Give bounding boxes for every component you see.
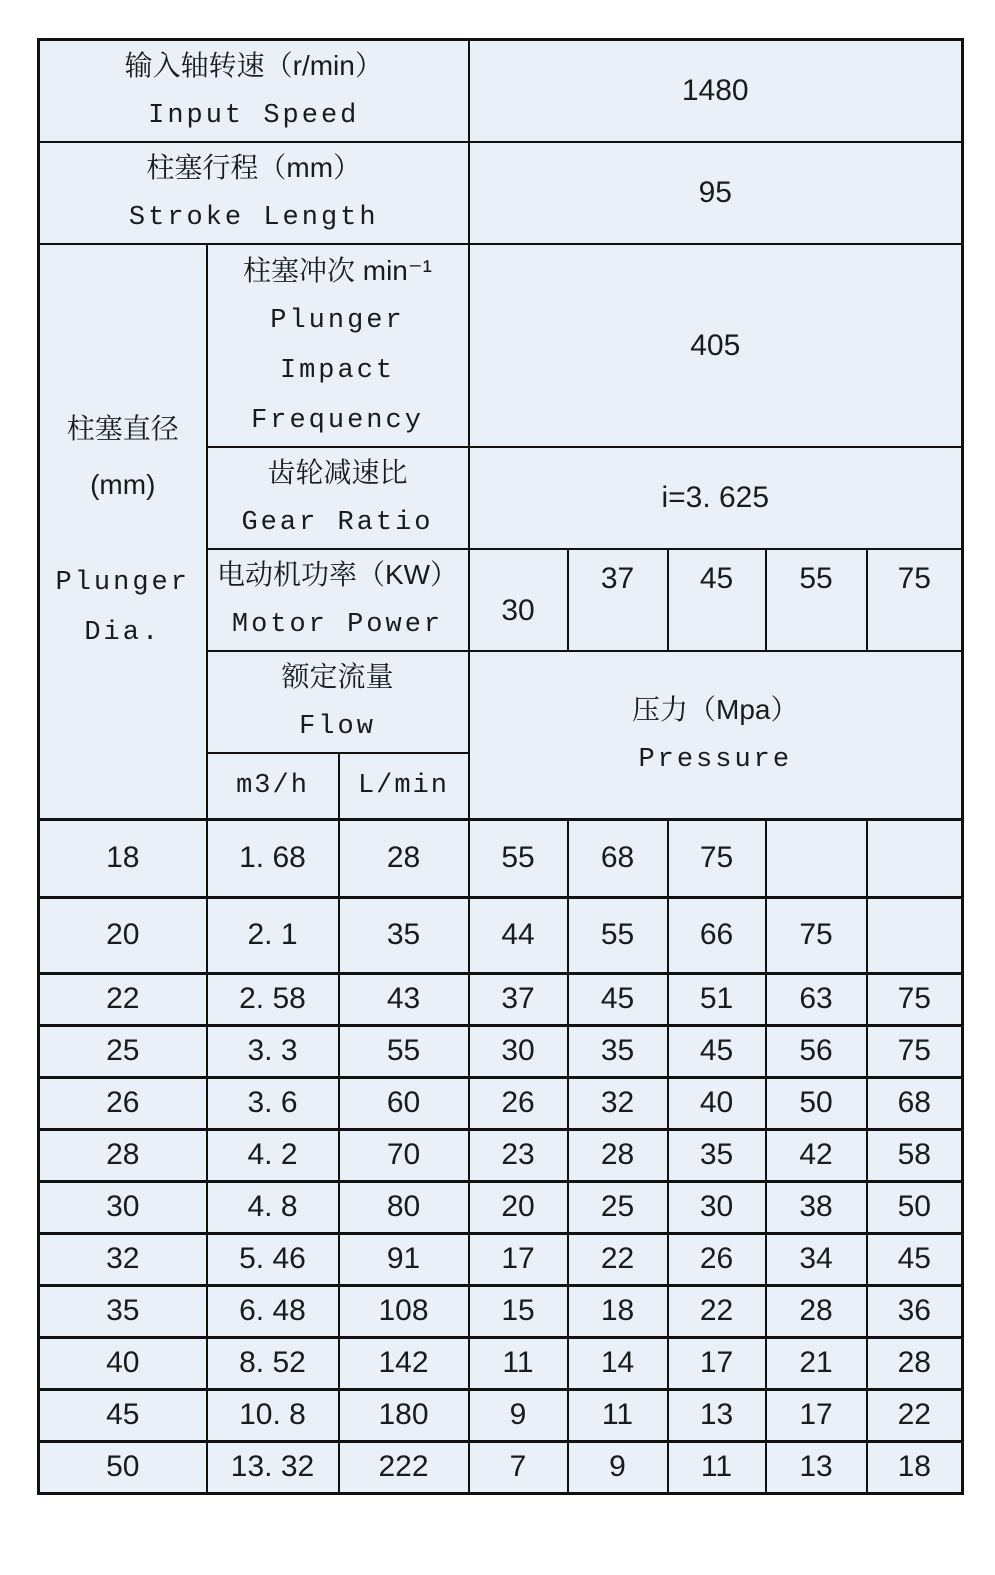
pressure-cell: 11 [668,1441,766,1493]
pressure-cell: 17 [469,1233,568,1285]
pressure-cell: 35 [668,1129,766,1181]
data-row [39,1233,963,1285]
flow-label-en: Flow [299,712,376,742]
flow-lmin-cell: 35 [339,897,469,973]
pressure-label-zh: 压力（Mpa） [632,693,799,725]
flow-m3h-cell: 5. 46 [207,1233,339,1285]
plunger-dia-cell: 40 [39,1337,207,1389]
flow-lmin-cell: 91 [339,1233,469,1285]
flow-lmin-cell: 108 [339,1285,469,1337]
pressure-cell: 17 [766,1389,867,1441]
flow-lmin-cell: 222 [339,1441,469,1493]
pressure-cell: 30 [668,1181,766,1233]
data-row [39,819,963,897]
pressure-cell: 44 [469,897,568,973]
flow-m3h-cell: 8. 52 [207,1337,339,1389]
pressure-cell: 51 [668,973,766,1025]
pressure-cell: 22 [867,1389,963,1441]
data-row [39,1077,963,1129]
pressure-cell: 9 [469,1389,568,1441]
pressure-cell: 45 [568,973,668,1025]
data-row [39,1129,963,1181]
flow-label-cell [207,651,469,753]
pressure-cell: 75 [766,897,867,973]
pressure-cell [867,897,963,973]
spec-header-section [39,40,963,820]
pressure-cell: 7 [469,1441,568,1493]
flow-lmin-cell: 43 [339,973,469,1025]
impact-frequency-label-cell [207,244,469,447]
plunger-dia-cell: 28 [39,1129,207,1181]
data-row [39,1337,963,1389]
pressure-cell: 40 [668,1077,766,1129]
pressure-cell: 28 [867,1337,963,1389]
plunger-dia-cell: 20 [39,897,207,973]
data-row [39,1389,963,1441]
data-row [39,1181,963,1233]
flow-m3h-cell: 4. 8 [207,1181,339,1233]
plunger-dia-label-unit: (mm) [90,469,156,501]
plunger-dia-cell: 50 [39,1441,207,1493]
pressure-cell: 55 [568,897,668,973]
pressure-cell: 75 [668,819,766,897]
row-input-speed [39,40,963,143]
plunger-dia-cell: 32 [39,1233,207,1285]
pressure-cell: 42 [766,1129,867,1181]
flow-unit-lmin-cell: L/min [339,753,469,819]
plunger-dia-label-en2: Dia. [84,618,162,649]
data-row [39,973,963,1025]
gear-ratio-label-zh: 齿轮减速比 [267,457,408,488]
pressure-cell: 11 [469,1337,568,1389]
plunger-dia-cell: 18 [39,819,207,897]
pressure-label-cell [469,651,963,819]
pressure-cell: 34 [766,1233,867,1285]
flow-lmin-cell: 55 [339,1025,469,1077]
flow-m3h-cell: 2. 1 [207,897,339,973]
pressure-cell: 55 [469,819,568,897]
pressure-cell: 28 [568,1129,668,1181]
flow-m3h-cell: 10. 8 [207,1389,339,1441]
flow-lmin-cell: 142 [339,1337,469,1389]
flow-lmin-cell: 70 [339,1129,469,1181]
flow-m3h-cell: 13. 32 [207,1441,339,1493]
pressure-cell [867,819,963,897]
pressure-cell: 23 [469,1129,568,1181]
pressure-cell: 13 [766,1441,867,1493]
plunger-dia-cell: 22 [39,973,207,1025]
motor-power-label-cell [207,549,469,651]
pressure-cell: 75 [867,1025,963,1077]
pressure-cell: 11 [568,1389,668,1441]
plunger-dia-cell: 30 [39,1181,207,1233]
pressure-cell: 45 [867,1233,963,1285]
pressure-cell: 18 [568,1285,668,1337]
flow-m3h-cell: 1. 68 [207,819,339,897]
pressure-cell: 20 [469,1181,568,1233]
pressure-cell: 26 [668,1233,766,1285]
pressure-cell: 68 [568,819,668,897]
pressure-cell: 38 [766,1181,867,1233]
flow-label-zh: 额定流量 [281,661,394,692]
motor-power-value-cell: 37 [568,549,668,651]
plunger-dia-label-en1: Plunger [55,568,190,599]
flow-lmin-cell: 80 [339,1181,469,1233]
plunger-dia-cell: 35 [39,1285,207,1337]
flow-lmin-cell: 60 [339,1077,469,1129]
flow-m3h-cell: 3. 3 [207,1025,339,1077]
impact-frequency-value-cell: 405 [469,244,963,447]
row-stroke-length [39,142,963,244]
stroke-length-label-cell [39,142,469,244]
input-speed-label-en: Input Speed [148,101,360,131]
pump-spec-table [37,38,964,1495]
plunger-dia-cell: 45 [39,1389,207,1441]
flow-lmin-cell: 180 [339,1389,469,1441]
data-row [39,1441,963,1493]
pressure-cell: 36 [867,1285,963,1337]
pressure-cell: 66 [668,897,766,973]
pressure-cell: 26 [469,1077,568,1129]
pressure-cell: 15 [469,1285,568,1337]
pressure-cell: 28 [766,1285,867,1337]
flow-unit-m3h-cell: m3/h [207,753,339,819]
input-speed-label-cell [39,40,469,143]
pressure-cell: 22 [668,1285,766,1337]
flow-m3h-cell: 6. 48 [207,1285,339,1337]
pressure-cell: 50 [867,1181,963,1233]
pressure-cell: 37 [469,973,568,1025]
pressure-cell: 63 [766,973,867,1025]
motor-power-label-en: Motor Power [231,610,444,640]
plunger-dia-cell: 26 [39,1077,207,1129]
motor-power-label-zh: 电动机功率（KW） [216,559,459,590]
pressure-cell: 68 [867,1077,963,1129]
pressure-cell: 22 [568,1233,668,1285]
pressure-cell: 9 [568,1441,668,1493]
impact-frequency-label-zh: 柱塞冲次 min⁻¹ [242,254,432,286]
pressure-cell: 35 [568,1025,668,1077]
data-row [39,1285,963,1337]
spec-data-section [39,819,963,1493]
impact-frequency-label-en: Plunger Impact Frequency [251,305,424,436]
motor-power-value-cell: 30 [469,549,568,651]
input-speed-label-zh: 输入轴转速（r/min） [124,50,383,81]
plunger-dia-cell: 25 [39,1025,207,1077]
stroke-length-value-cell: 95 [469,142,963,244]
pressure-cell: 45 [668,1025,766,1077]
stroke-length-label-en: Stroke Length [128,203,379,233]
stroke-length-label-zh: 柱塞行程（mm） [146,152,362,183]
pressure-cell: 56 [766,1025,867,1077]
row-impact-frequency [39,244,963,447]
pressure-cell: 30 [469,1025,568,1077]
pressure-cell: 25 [568,1181,668,1233]
pressure-label-en: Pressure [638,744,793,775]
pressure-cell: 14 [568,1337,668,1389]
pressure-cell: 18 [867,1441,963,1493]
plunger-dia-header-cell [39,244,207,819]
pressure-cell: 32 [568,1077,668,1129]
pressure-cell: 13 [668,1389,766,1441]
flow-m3h-cell: 2. 58 [207,973,339,1025]
flow-lmin-cell: 28 [339,819,469,897]
input-speed-value-cell: 1480 [469,40,963,143]
gear-ratio-label-cell [207,447,469,549]
pressure-cell: 17 [668,1337,766,1389]
gear-ratio-value-cell: i=3. 625 [469,447,963,549]
flow-m3h-cell: 3. 6 [207,1077,339,1129]
flow-m3h-cell: 4. 2 [207,1129,339,1181]
gear-ratio-label-en: Gear Ratio [241,508,434,538]
data-row [39,1025,963,1077]
motor-power-value-cell: 75 [867,549,963,651]
motor-power-value-cell: 45 [668,549,766,651]
data-row [39,897,963,973]
motor-power-value-cell: 55 [766,549,867,651]
pressure-cell: 21 [766,1337,867,1389]
plunger-dia-label-zh: 柱塞直径 [66,413,179,445]
pressure-cell [766,819,867,897]
pressure-cell: 75 [867,973,963,1025]
pressure-cell: 50 [766,1077,867,1129]
pressure-cell: 58 [867,1129,963,1181]
